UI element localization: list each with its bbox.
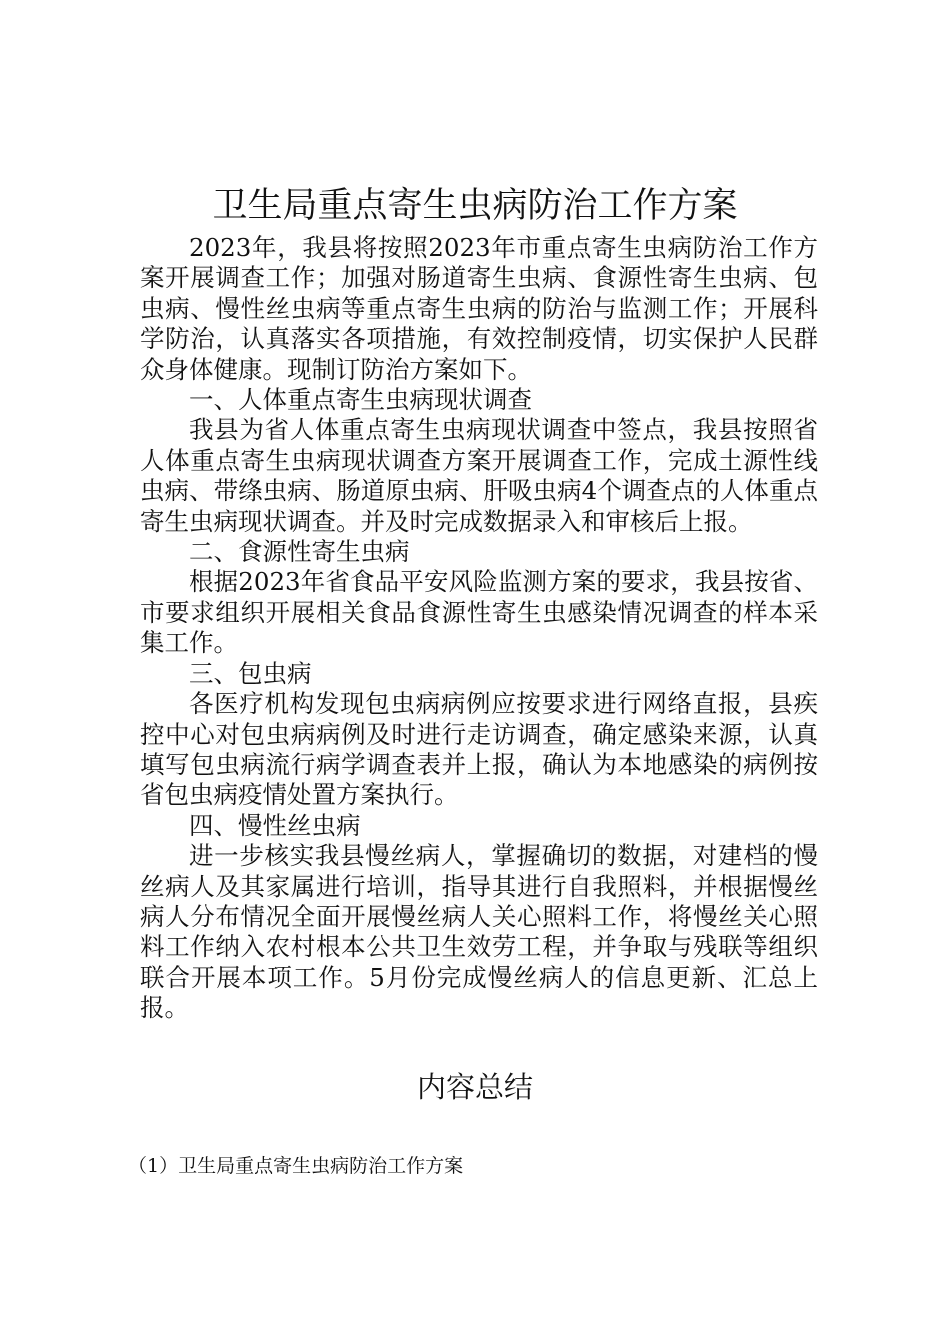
- section-paragraph-1: 我县为省人体重点寄生虫病现状调查中签点，我县按照省人体重点寄生虫病现状调查方案开展调查工作，完成土源性线虫病、带绦虫病、肠道原虫病、肝吸虫病4个调查点的人体重点寄生虫病现状调查。并及时完成数据录入和审核后上报。: [140, 415, 818, 536]
- intro-paragraph: 2023年，我县将按照2023年市重点寄生虫病防治工作方案开展调查工作；加强对肠道寄生虫病、食源性寄生虫病、包虫病、慢性丝虫病等重点寄生虫病的防治与监测工作；开展科学防治，认真落实各项措施，有效控制疫情，切实保护人民群众身体健康。现制订防治方案如下。: [140, 233, 818, 384]
- document-body: [140, 233, 818, 1024]
- summary-item: （1）卫生局重点寄生虫病防治工作方案: [128, 1155, 464, 1177]
- section-heading-2: 二、食源性寄生虫病: [189, 537, 410, 567]
- section-heading-3: 三、包虫病: [189, 658, 312, 688]
- section-paragraph-2: 根据2023年省食品平安风险监测方案的要求，我县按省、市要求组织开展相关食品食源性寄生虫感染情况调查的样本采集工作。: [140, 567, 818, 658]
- summary-title: 内容总结: [416, 1070, 533, 1104]
- section-paragraph-4: 进一步核实我县慢丝病人，掌握确切的数据，对建档的慢丝病人及其家属进行培训，指导其进行自我照料，并根据慢丝病人分布情况全面开展慢丝病人关心照料工作，将慢丝关心照料工作纳入农村根本公共卫生效劳工程，并争取与残联等组织联合开展本项工作。5月份完成慢丝病人的信息更新、汇总上报。: [140, 841, 818, 1023]
- section-heading-1: 一、人体重点寄生虫病现状调查: [189, 385, 532, 415]
- section-heading-4: 四、慢性丝虫病: [189, 810, 361, 840]
- document-title: 卫生局重点寄生虫病防治工作方案: [212, 186, 738, 226]
- section-paragraph-3: 各医疗机构发现包虫病病例应按要求进行网络直报，县疾控中心对包虫病病例及时进行走访调查，确定感染来源，认真填写包虫病流行病学调查表并上报，确认为本地感染的病例按省包虫病疫情处置方案执行。: [140, 689, 818, 810]
